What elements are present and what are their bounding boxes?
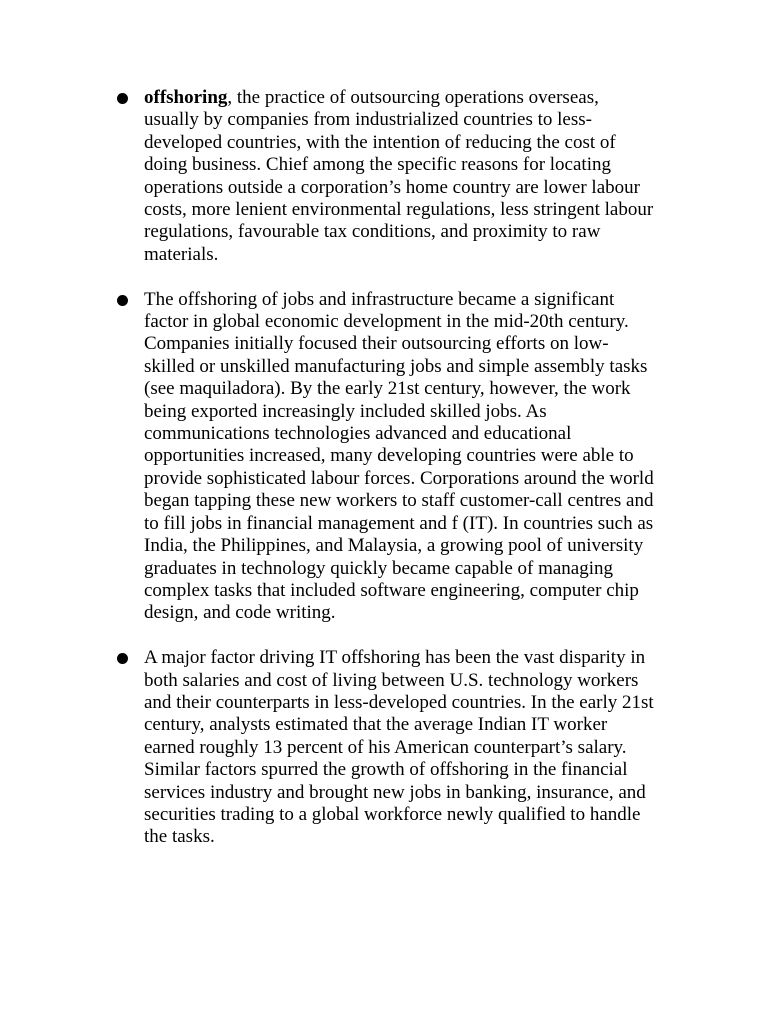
paragraph-text: A major factor driving IT offshoring has been the vast disparity in both salaries and cost of living between U.S. technology workers and their counterparts in less-developed countries. In the early 21st century, analysts estimated that the average Indian IT worker earned roughly 13 percent of his American counterpart’s salary. Similar factors spurred the growth of offshoring in the financial services industry and brought new jobs in banking, insurance, and securities trading to a global workforce newly qualified to handle the tasks. bbox=[144, 647, 654, 848]
bullet-dot-icon bbox=[117, 653, 128, 664]
paragraph-text: The offshoring of jobs and infrastructure became a significant factor in global economic development in the mid-20th century. Companies initially focused their outsourcing efforts on low-skilled or unskilled manufacturing jobs and simple assembly tasks (see maquiladora). By the early 21st century, however, the work being exported increasingly included skilled jobs. As communications technologies advanced and educational opportunities increased, many developing countries were able to provide sophisticated labour forces. Corporations around the world began tapping these new workers to staff customer-call centres and to fill jobs in financial management and f (IT). In countries such as India, the Philippines, and Malaysia, a growing pool of university graduates in technology quickly became capable of managing complex tasks that included software engineering, computer chip design, and code writing. bbox=[144, 288, 654, 624]
defined-term: offshoring bbox=[144, 87, 228, 108]
bullet-dot-icon bbox=[117, 295, 128, 306]
paragraph-text: , the practice of outsourcing operations overseas, usually by companies from industrialized countries to less-developed countries, with the intention of reducing the cost of doing business. Chief among the specific reasons for locating operations outside a corporation’s home country are lower labour costs, more lenient environmental regulations, less stringent labour regulations, favourable tax conditions, and proximity to raw materials. bbox=[144, 87, 654, 265]
bullet-paragraph-it-offshoring bbox=[144, 647, 654, 849]
bullet-paragraph-history bbox=[144, 289, 654, 625]
bullet-paragraph-offshoring-definition bbox=[144, 87, 654, 266]
bullet-dot-icon bbox=[117, 93, 128, 104]
bullet-list bbox=[144, 87, 654, 871]
